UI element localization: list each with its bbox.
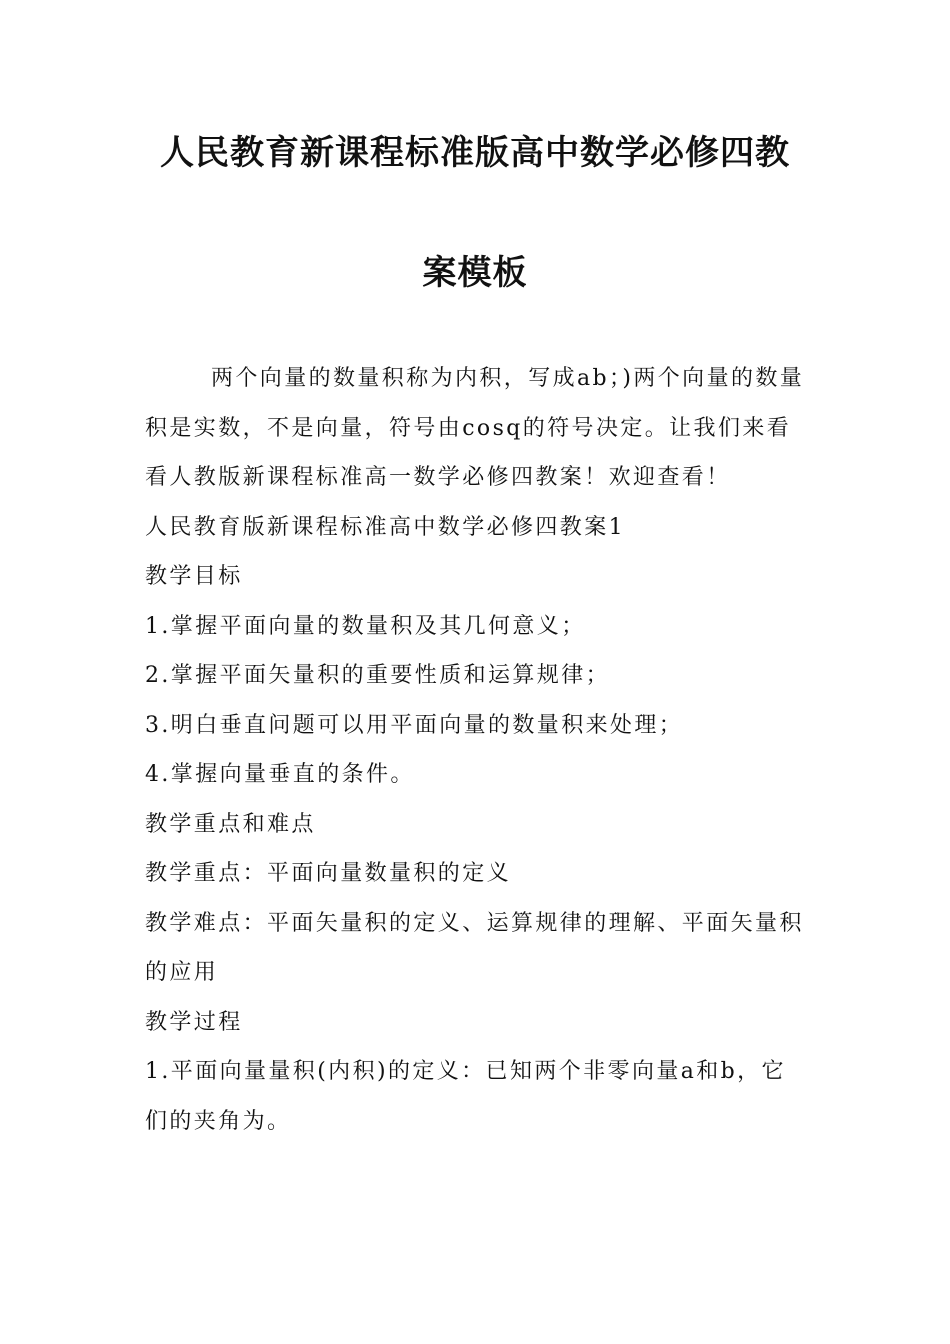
intro-paragraph: 两个向量的数量积称为内积，写成ab；)两个向量的数量积是实数，不是向量，符号由cosq的符号决定。让我们来看看人教版新课程标准高一数学必修四教案！欢迎查看！ (145, 366, 805, 490)
section-heading-process: 教学过程 (145, 1009, 243, 1035)
document-title-line-1: 人民教育新课程标准版高中数学必修四教 (160, 133, 790, 173)
objective-item-4: 4.掌握向量垂直的条件。 (145, 762, 415, 787)
process-item-1: 1.平面向量量积(内积)的定义：已知两个非零向量a和b，它们的夹角为。 (145, 1059, 786, 1134)
objective-item-1: 1.掌握平面向量的数量积及其几何意义； (145, 613, 586, 639)
section-heading-key-points: 教学重点和难点 (145, 811, 316, 837)
section-heading-objectives: 教学目标 (145, 564, 243, 589)
key-point-text: 教学重点：平面向量数量积的定义 (145, 861, 512, 886)
lesson-plan-heading: 人民教育版新课程标准高中数学必修四教案1 (145, 514, 625, 540)
document-body (145, 354, 807, 1146)
objective-item-2: 2.掌握平面矢量积的重要性质和运算规律； (145, 663, 610, 688)
objective-item-3: 3.明白垂直问题可以用平面向量的数量积来处理； (145, 712, 684, 738)
difficulty-text: 教学难点：平面矢量积的定义、运算规律的理解、平面矢量积的应用 (145, 910, 804, 985)
document-title-line-2: 案模板 (422, 253, 528, 293)
